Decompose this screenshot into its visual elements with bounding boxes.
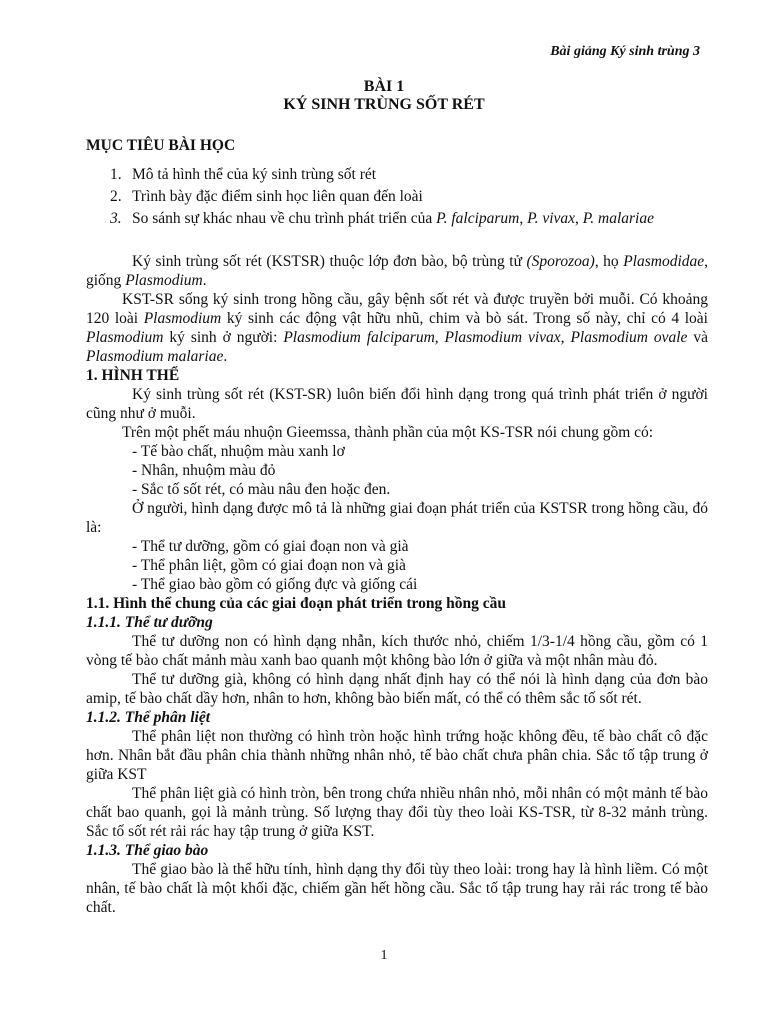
list-item: - Sắc tố sốt rét, có màu nâu đen hoặc đen.	[132, 481, 391, 498]
list-item: - Thể giao bào gồm có giống đực và giống cái	[132, 576, 418, 593]
section-1-1-2-heading: 1.1.2. Thể phân liệt	[86, 709, 211, 726]
section-1-paragraph-1: Ký sinh trùng sốt rét (KST-SR) luôn biến đổi hình dạng trong quá trình phát triển ở người cũng như ở muỗi.	[86, 386, 708, 422]
intro-paragraph-1	[86, 252, 708, 290]
text-run: .	[223, 348, 228, 365]
list-item: - Thể tư dưỡng, gồm có giai đoạn non và già	[132, 538, 409, 555]
section-1-1-1-paragraph-2: Thể tư dưỡng già, không có hình dạng nhất định hay có thể nói là hình dạng của đơn bào amip, tế bào chất dầy hơn, nhân to hơn, không bào biến mất, có thể có thêm sắc tố sốt rét.	[86, 671, 708, 707]
text-run: KST-SR sống ký sinh trong hồng cầu, gây bệnh sốt rét và được truyền bởi muỗi. Có khoảng 120 loài	[86, 291, 708, 327]
lesson-number: BÀI 1	[363, 78, 405, 95]
text-run: , họ	[594, 253, 624, 270]
species-name: P. falciparum	[436, 210, 520, 227]
lesson-title: KÝ SINH TRÙNG SỐT RÉT	[283, 96, 485, 113]
italic-term: Plasmodium	[86, 329, 164, 346]
list-number: 1.	[110, 166, 122, 183]
section-1-paragraph-3: Ở người, hình dạng được mô tả là những giai đoạn phát triển của KSTSR trong hồng cầu, đó là:	[86, 500, 708, 536]
page-number: 1	[380, 948, 388, 963]
italic-term: Plasmodium malariae	[86, 348, 224, 365]
text-run: .	[202, 272, 207, 289]
section-1-1-2-paragraph-1: Thể phân liệt non thường có hình tròn hoặc hình trứng hoặc không đều, tế bào chất cô đặc hơn. Nhân bắt đầu phân chia thành những nhân nhỏ, tế bào chất chưa phân chia. Sắc tố tập trung ở giữa KST	[86, 728, 708, 783]
italic-term: Plasmodium	[143, 310, 222, 327]
list-text	[132, 209, 654, 228]
list-number: 2.	[110, 188, 122, 205]
section-1-1-heading: 1.1. Hình thể chung của các giai đoạn phát triển trong hồng cầu	[86, 595, 506, 612]
section-1-heading: 1. HÌNH THỂ	[86, 367, 180, 384]
list-text: Mô tả hình thể của ký sinh trùng sốt rét	[132, 166, 377, 183]
section-1-paragraph-2: Trên một phết máu nhuộn Gieemssa, thành phần của một KS-TSR nói chung gồm có:	[122, 424, 654, 441]
objectives-list	[86, 165, 708, 228]
list-item	[86, 209, 708, 228]
text-run: và	[687, 329, 708, 346]
list-item: - Tế bào chất, nhuộm màu xanh lơ	[132, 443, 345, 460]
section-1-1-1-heading: 1.1.1. Thể tư dưỡng	[86, 614, 213, 631]
section-1-1-2-paragraph-2: Thể phân liệt già có hình tròn, bên trong chứa nhiều nhân nhỏ, mỗi nhân có một mảnh tế bào chất bao quanh, gọi là mảnh trùng. Số lượng thay đổi tùy theo loài KS-TSR, từ 8-32 mảnh trùng. Sắc tố sốt rét rải rác hay tập trung ở giữa KST.	[86, 785, 708, 840]
text-run: ký sinh ở người:	[163, 329, 284, 346]
species-name: P. malariae	[582, 210, 654, 227]
section-1-1-1-paragraph-1: Thể tư dưỡng non có hình dạng nhẫn, kích thước nhỏ, chiếm 1/3-1/4 hồng cầu, gồm có 1 vòng tế bào chất mảnh màu xanh bao quanh một không bào lớn ở giữa và một nhân màu đỏ.	[86, 633, 708, 669]
list-item: - Nhân, nhuộm màu đỏ	[132, 462, 276, 479]
italic-term: Plasmodium	[125, 272, 203, 289]
intro-paragraph-2	[86, 290, 708, 366]
list-item	[86, 187, 708, 206]
objectives-heading: MỤC TIÊU BÀI HỌC	[86, 137, 236, 154]
italic-term: Plasmodidae	[623, 253, 705, 270]
species-name: P. vivax	[527, 210, 576, 227]
text-run: ký sinh các động vật hữu nhũ, chim và bò sát. Trong số này, chỉ có 4 loài	[221, 310, 708, 327]
document-body	[86, 136, 708, 917]
list-text: Trình bày đặc điểm sinh học liên quan đến loài	[132, 188, 423, 205]
list-number: 3.	[110, 210, 122, 227]
section-1-1-3-heading: 1.1.3. Thể giao bào	[86, 842, 209, 859]
text-run: Ký sinh trùng sốt rét (KSTSR) thuộc lớp đơn bào, bộ trùng tử	[132, 253, 527, 270]
text-run: ,	[519, 210, 528, 227]
italic-term: Plasmodium falciparum, Plasmodium vivax, Plasmodium ovale	[283, 329, 688, 346]
text-run: ,	[575, 210, 583, 227]
text-run: , giống	[86, 253, 708, 289]
text-run: So sánh sự khác nhau về chu trình phát triển của	[132, 210, 437, 227]
italic-term: (Sporozoa)	[526, 253, 595, 270]
section-1-1-3-paragraph-1: Thể giao bào là thể hữu tính, hình dạng thy đổi tùy theo loài: trong hay là hình liềm. Có một nhân, tế bào chất là một khối đặc, chiếm gần hết hồng cầu. Sắc tố tập trung hay rải rác trong tế bào chất.	[86, 861, 708, 916]
running-header: Bài giảng Ký sinh trùng 3	[550, 44, 700, 59]
list-item: - Thể phân liệt, gồm có giai đoạn non và già	[132, 557, 406, 574]
list-item	[86, 165, 708, 184]
